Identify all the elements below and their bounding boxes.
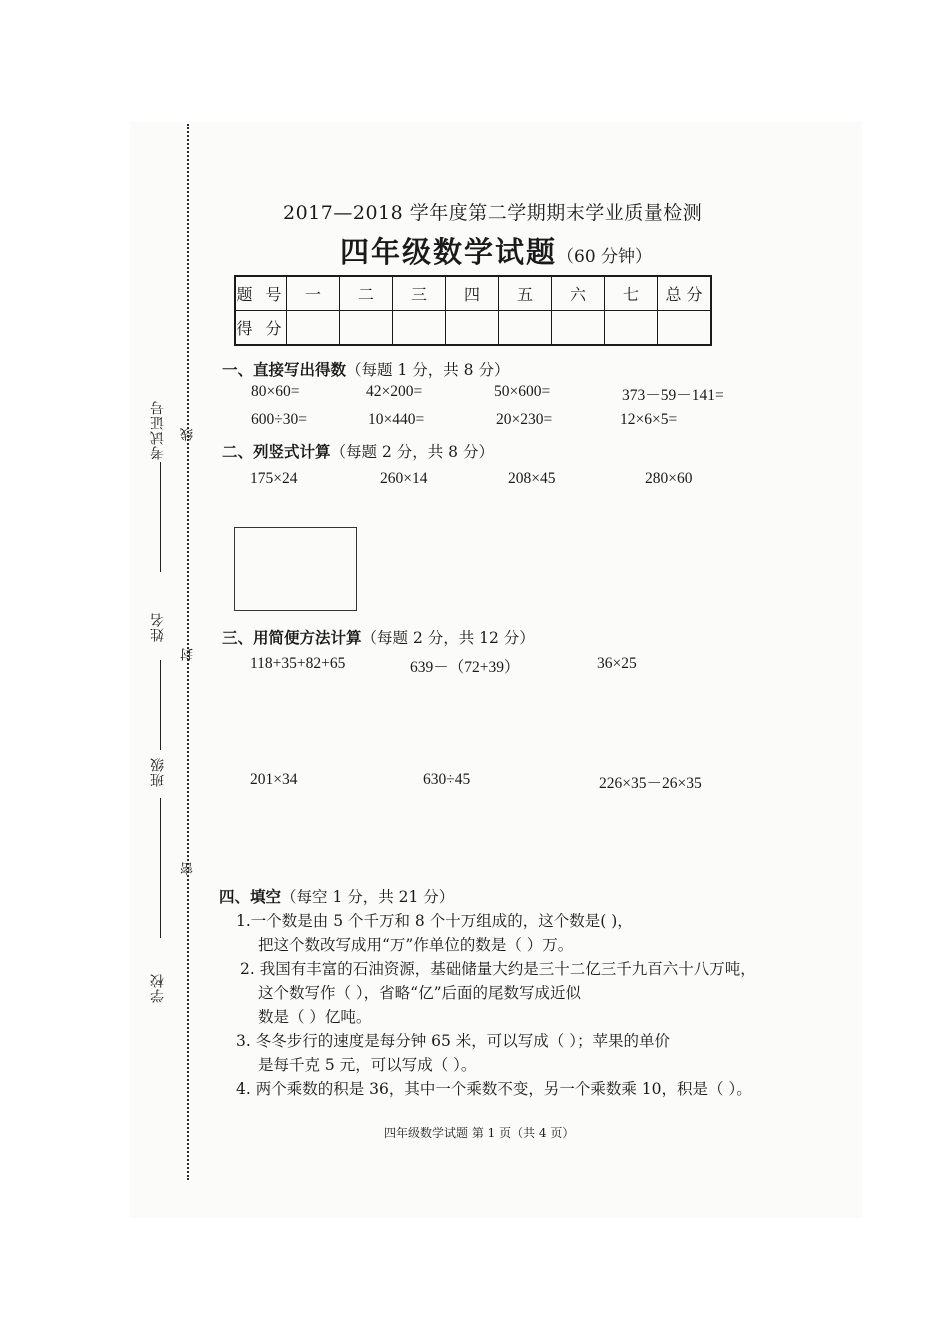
s2-item: 260×14 [380, 470, 428, 487]
s3-item: 226×35－26×35 [599, 775, 702, 792]
class-blank [160, 798, 161, 938]
seal-mi-char: 密 [181, 862, 196, 875]
score-cell[interactable] [605, 311, 658, 346]
fill-line: 3. 冬冬步行的速度是每分钟 65 米，可以写成（ ）；苹果的单价 [236, 1032, 670, 1050]
s1-item: 12×6×5= [620, 411, 678, 428]
score-cell[interactable] [499, 311, 552, 346]
score-cell[interactable] [552, 311, 605, 346]
section-4-heading: 四、填空（每空 1 分，共 21 分） [219, 887, 455, 906]
s1-item: 20×230= [496, 411, 553, 428]
s1-item: 373－59－141= [622, 387, 724, 404]
fill-line: 这个数写作（ ），省略“亿”后面的尾数写成近似 [258, 984, 582, 1002]
exam-subtitle: 四年级数学试题（60 分钟） [340, 235, 653, 269]
s2-item: 280×60 [645, 470, 693, 487]
s2-item: 208×45 [508, 470, 556, 487]
score-cell[interactable] [287, 311, 340, 346]
s1-item: 10×440= [368, 411, 425, 428]
school-label: 学校 [150, 973, 166, 1003]
score-table-score-row: 得 分 [235, 311, 711, 346]
name-blank [160, 660, 161, 750]
exam-duration: （60 分钟） [557, 247, 653, 267]
fill-line: 1.一个数是由 5 个千万和 8 个十万组成的，这个数是( )， [236, 912, 633, 930]
section-3-heading: 三、用简便方法计算（每题 2 分，共 12 分） [222, 628, 535, 647]
fill-line: 是每千克 5 元，可以写成（ ）。 [258, 1056, 477, 1074]
exam-number-blank [160, 462, 161, 572]
s3-item: 630÷45 [423, 771, 471, 788]
page-footer: 四年级数学试题 第 1 页（共 4 页） [384, 1126, 575, 1140]
fill-line: 4. 两个乘数的积是 36，其中一个乘数不变，另一个乘数乘 10，积是（ ）。 [236, 1080, 752, 1098]
name-label: 姓名 [150, 612, 166, 642]
s3-item: 201×34 [250, 771, 298, 788]
score-table [234, 275, 712, 346]
seal-feng-char: 封 [181, 648, 196, 661]
s3-item: 639－（72+39） [410, 659, 520, 676]
exam-title: 2017—2018 学年度第二学期期末学业质量检测 [283, 202, 703, 224]
score-cell[interactable] [446, 311, 499, 346]
seal-line-char: 线 [181, 428, 196, 441]
s3-item: 36×25 [597, 655, 637, 672]
score-table-header-row: 题 号 一 二 三 四 五 六 七 总 分 [235, 276, 711, 311]
answer-box [234, 527, 357, 611]
class-label: 班级 [150, 757, 166, 787]
section-1-heading: 一、直接写出得数（每题 1 分，共 8 分） [222, 360, 510, 379]
s1-item: 42×200= [366, 383, 423, 400]
score-cell[interactable] [340, 311, 393, 346]
score-cell[interactable] [658, 311, 712, 346]
s3-item: 118+35+82+65 [250, 655, 346, 672]
s1-item: 80×60= [251, 383, 300, 400]
s2-item: 175×24 [250, 470, 298, 487]
fill-line: 2. 我国有丰富的石油资源，基础储量大约是三十二亿三千九百六十八万吨， [240, 960, 756, 978]
s1-item: 600÷30= [251, 411, 307, 428]
fill-line: 把这个数改写成用“万”作单位的数是（ ）万。 [258, 936, 574, 954]
fill-line: 数是（ ）亿吨。 [258, 1008, 372, 1026]
s1-item: 50×600= [494, 383, 551, 400]
score-cell[interactable] [393, 311, 446, 346]
section-2-heading: 二、列竖式计算（每题 2 分，共 8 分） [222, 442, 494, 461]
exam-number-label: 考试证号 [150, 400, 166, 460]
